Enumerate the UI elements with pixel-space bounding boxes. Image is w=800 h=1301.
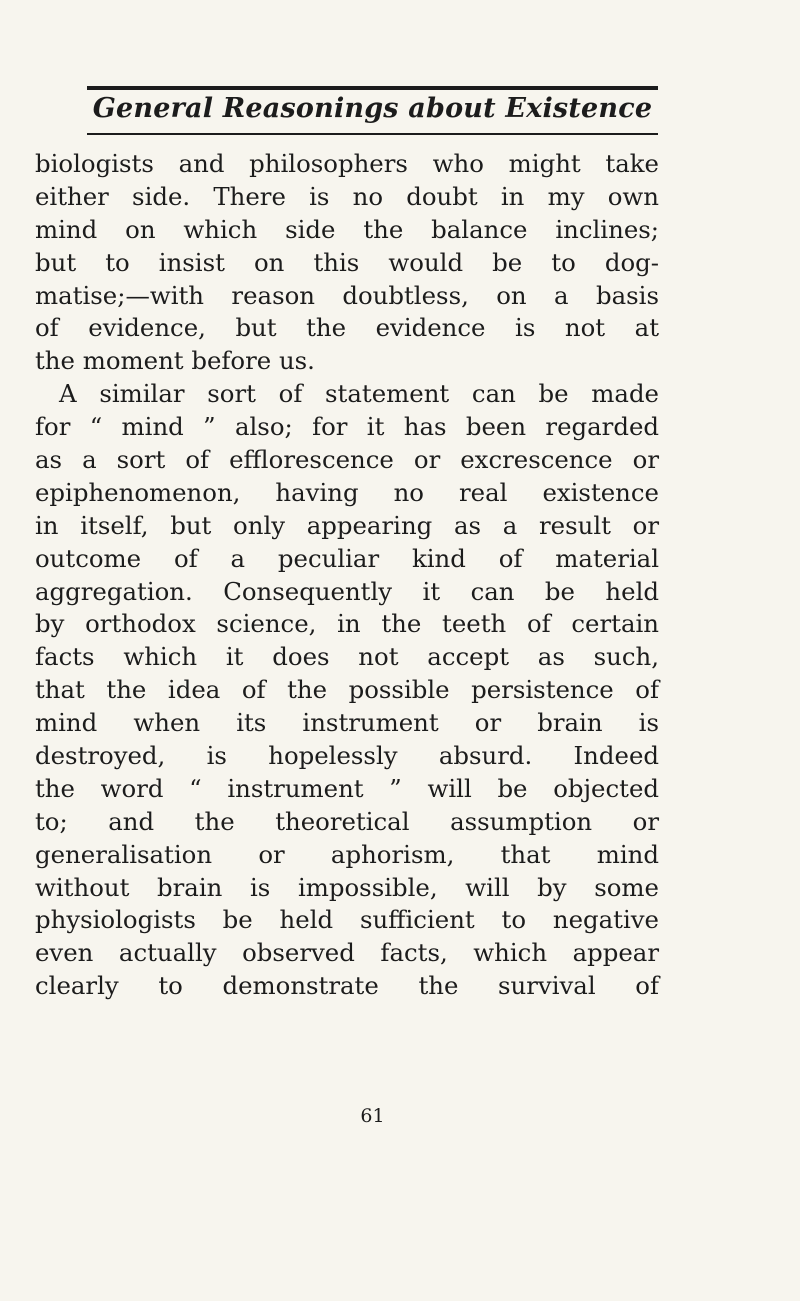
text-line: that the idea of the possible persistence of bbox=[35, 675, 659, 705]
text-line: of evidence, but the evidence is not at bbox=[35, 313, 659, 343]
text-line: destroyed, is hopelessly absurd. Indeed bbox=[35, 741, 659, 771]
text-line: as a sort of efflorescence or excrescence or bbox=[35, 445, 659, 475]
page-number: 61 bbox=[360, 1105, 385, 1127]
header-rule-bottom bbox=[87, 133, 658, 135]
text-line: but to insist on this would be to dog- bbox=[35, 247, 659, 277]
text-line: biologists and philosophers who might take bbox=[35, 149, 659, 178]
text-line: without brain is impossible, will by some bbox=[35, 872, 659, 902]
text-line: generalisation or aphorism, that mind bbox=[35, 839, 659, 869]
text-line: the word “ instrument ” will be objected bbox=[35, 773, 659, 803]
text-line: clearly to demonstrate the survival of bbox=[35, 971, 659, 1001]
running-head: General Reasonings about Existence bbox=[92, 93, 653, 124]
text-line: for “ mind ” also; for it has been regarded bbox=[35, 412, 659, 442]
text-line: to; and the theoretical assumption or bbox=[35, 806, 659, 836]
text-line: epiphenomenon, having no real existence bbox=[35, 477, 659, 507]
text-line: outcome of a peculiar kind of material bbox=[35, 543, 659, 573]
body-text bbox=[35, 148, 659, 1003]
text-line: mind on which side the balance inclines; bbox=[35, 214, 659, 244]
text-line: aggregation. Consequently it can be held bbox=[35, 576, 659, 606]
text-line: even actually observed facts, which appear bbox=[35, 938, 659, 968]
text-line: A similar sort of statement can be made bbox=[59, 379, 659, 409]
text-line: either side. There is no doubt in my own bbox=[35, 181, 659, 211]
text-line: in itself, but only appearing as a result or bbox=[35, 510, 659, 540]
text-line: mind when its instrument or brain is bbox=[35, 708, 659, 738]
text-line: the moment before us. bbox=[35, 346, 315, 376]
text-line: physiologists be held sufficient to negative bbox=[35, 905, 659, 935]
text-line: by orthodox science, in the teeth of certain bbox=[35, 609, 659, 639]
text-line: matise;—with reason doubtless, on a basis bbox=[35, 280, 659, 310]
text-line: facts which it does not accept as such, bbox=[35, 642, 659, 672]
